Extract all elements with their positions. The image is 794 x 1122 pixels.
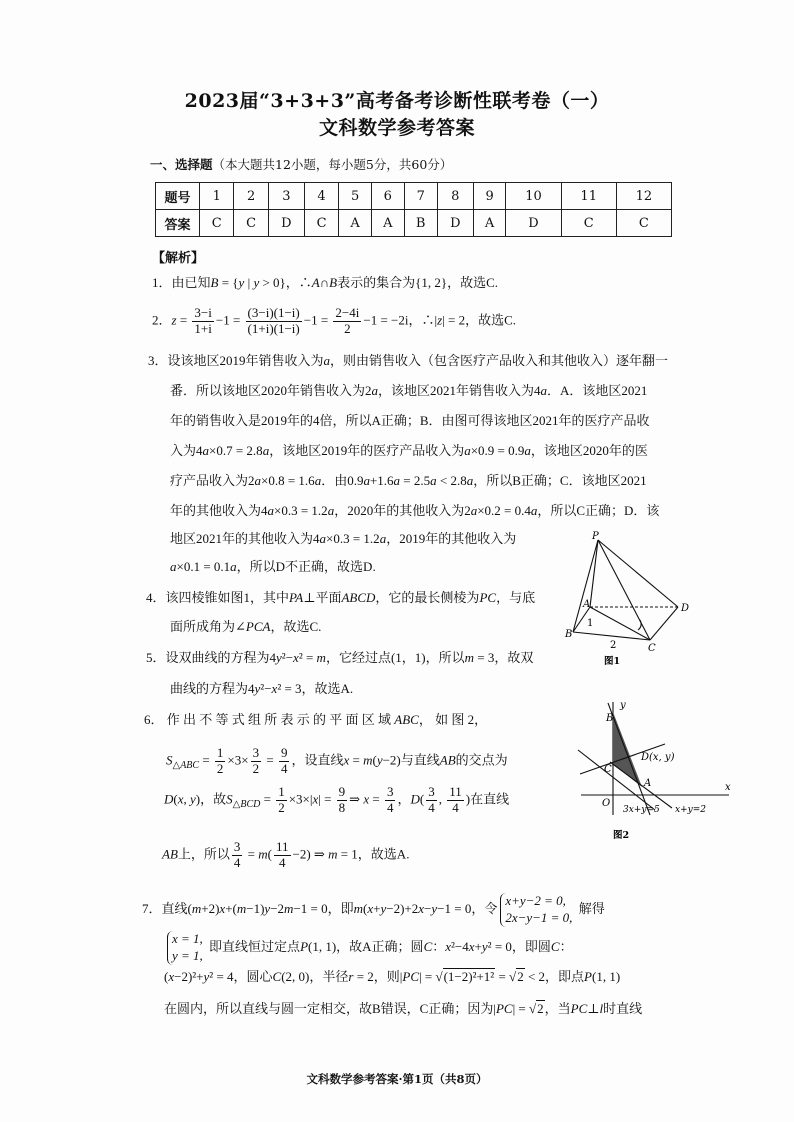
numerator: 3−i	[194, 305, 212, 320]
numerator: 3	[252, 745, 260, 760]
math-var: y	[276, 650, 282, 665]
label-line-3x-y-5: 3x+y=5	[623, 805, 660, 815]
label-B: B	[606, 713, 614, 724]
numerator: 9	[280, 745, 288, 760]
text: =	[369, 791, 383, 807]
math-var: m	[353, 900, 363, 916]
text: 4．该四棱锥如图1，其中	[146, 590, 290, 605]
label-B: B	[565, 629, 573, 640]
denominator: 2	[344, 320, 351, 336]
label-C: C	[604, 764, 612, 775]
math-var: D	[410, 791, 420, 807]
text: ．由0.9	[321, 473, 364, 488]
text: 年的其他收入为4	[170, 503, 268, 518]
text: =	[349, 752, 364, 768]
text: > 0}，∴	[259, 275, 312, 290]
text: 入为4	[170, 443, 203, 458]
text: ×0.3 = 1.2	[326, 531, 380, 546]
math-var: y	[431, 900, 438, 916]
math-var: ABCD	[341, 590, 376, 605]
subscript: △ABC	[172, 760, 200, 772]
math-var: m	[316, 650, 326, 665]
text: < 2，即点	[524, 969, 585, 984]
text: 疗产品收入为2	[170, 473, 255, 488]
math-var: y	[481, 938, 488, 954]
math-var: a	[363, 473, 370, 488]
text: 番．所以该地区2020年销售收入为2	[170, 383, 372, 398]
text: (	[419, 791, 425, 807]
square-root: √2	[529, 1001, 544, 1016]
question-number-cell: 1	[200, 183, 234, 210]
math-var: a	[530, 503, 538, 518]
question-number-cell: 8	[437, 183, 473, 210]
denominator: 4	[386, 799, 394, 815]
text: −1 = 0，令	[437, 900, 498, 916]
label-A: A	[583, 599, 591, 610]
question-number-cell: 9	[473, 183, 506, 210]
text: −1 = −2i，∴|	[363, 312, 438, 328]
label-D: D(x, y)	[641, 752, 675, 763]
denominator: 2	[252, 760, 260, 776]
text: | =	[318, 791, 335, 807]
text: (	[267, 846, 272, 862]
numerator: 3	[386, 784, 394, 799]
label-C: C	[648, 643, 656, 654]
text: ×0.8 = 1.6	[261, 473, 315, 488]
math-var: y	[203, 969, 210, 984]
subscript: △BCD	[232, 799, 261, 811]
math-var: a	[323, 353, 331, 368]
math-var: a	[262, 443, 270, 458]
math-var: S	[166, 752, 173, 768]
title-line-2: 文科数学参考答案	[318, 117, 475, 139]
label-edge-ab: 1	[587, 618, 594, 629]
math-var: a	[371, 383, 379, 398]
text: 地区2021年的其他收入为4	[170, 531, 320, 546]
math-var: m	[328, 846, 338, 862]
math-var: a	[267, 503, 275, 518]
math-var: m	[363, 752, 373, 768]
title-line-1: 2023届“3+3+3”高考备考诊断性联考卷（一）	[184, 90, 610, 112]
text: −2)+2	[386, 900, 419, 916]
analysis-heading: 【解析】	[152, 251, 205, 266]
text: +	[373, 900, 381, 916]
answer-cell: A	[473, 210, 506, 237]
math-var: D	[164, 791, 174, 807]
radicand: 2	[537, 1001, 544, 1016]
math-var: x	[367, 900, 374, 916]
math-var: y	[380, 900, 387, 916]
text: −2)与直线	[382, 752, 440, 768]
text: −	[424, 900, 432, 916]
denominator: 4	[280, 760, 288, 776]
text: ⊥	[587, 1001, 600, 1016]
math-var: x	[312, 791, 319, 807]
text: ⇒	[349, 791, 364, 807]
text: −2	[270, 900, 285, 916]
text: ² = 3，故选A.	[277, 681, 354, 696]
text: −1)	[246, 900, 265, 916]
math-var: C	[272, 969, 282, 984]
text: ，该地区2020年的医	[530, 443, 648, 458]
question-number-cell: 11	[561, 183, 616, 210]
text: (2, 0)，半径	[281, 969, 349, 984]
text: = 2.5	[400, 473, 431, 488]
text: ²−	[260, 681, 272, 696]
text: = 3，故双	[474, 650, 534, 665]
text: < 2.8	[436, 473, 467, 488]
math-var: PC	[479, 590, 497, 605]
text: | = 2，故选C.	[442, 312, 517, 328]
math-var: m	[236, 900, 247, 916]
math-var: AB	[439, 752, 456, 768]
math-var: x	[271, 681, 278, 696]
text: −1 =	[303, 312, 332, 328]
numerator: 3	[233, 839, 241, 854]
math-var: y	[254, 681, 261, 696]
math-var: a	[470, 503, 478, 518]
math-var: PC	[570, 1001, 588, 1016]
math-var: a	[540, 383, 548, 398]
answer-cell: D	[268, 210, 304, 237]
text: (	[164, 969, 169, 984]
text: ,	[183, 791, 191, 807]
numerator: 2−4i	[335, 305, 360, 320]
text: 3．设该地区2019年销售收入为	[148, 353, 324, 368]
math-var: x	[445, 938, 452, 954]
text: 1．由已知	[152, 275, 211, 290]
answer-cell: D	[506, 210, 561, 237]
math-var: y	[238, 275, 245, 290]
numerator: 1	[216, 745, 224, 760]
text: (1, 1)，故A正确；圆	[308, 938, 424, 954]
label-P: P	[592, 531, 599, 542]
math-var: x	[363, 791, 370, 807]
text: ，所以D不正确，故选D.	[236, 559, 376, 574]
denominator: 1+i	[194, 320, 212, 336]
text: 在圆内，所以直线与圆一定相交，故B错误，C正确；因为|	[164, 1001, 496, 1016]
equation: y = 1,	[172, 947, 203, 963]
section-label: 一、选择题	[150, 157, 213, 172]
square-root: √2	[509, 969, 524, 984]
math-var: AB	[162, 846, 178, 862]
answer-cell: C	[304, 210, 338, 237]
text: ∩	[319, 275, 330, 290]
question-number-cell: 6	[371, 183, 404, 210]
text: −2) ⇒	[292, 846, 329, 862]
text: ，它经过点(1，1)，所以	[325, 650, 465, 665]
text: =	[495, 969, 510, 984]
label-O: O	[602, 798, 611, 809]
text: 2．	[152, 312, 172, 328]
text: 曲线的方程为4	[170, 681, 255, 696]
text: ，设直线	[291, 752, 344, 768]
text: +1.6	[369, 473, 394, 488]
text: =	[244, 846, 259, 862]
text: 即直线恒过定点	[205, 938, 301, 954]
numerator: 11	[275, 839, 289, 854]
math-var: A	[311, 275, 320, 290]
math-var: PC	[402, 969, 419, 984]
text: 5．设双曲线的方程为4	[146, 650, 277, 665]
math-var: S	[226, 791, 233, 807]
figure-2	[578, 700, 731, 841]
label-line-x-y-2: x+y=2	[675, 805, 706, 815]
math-var: z	[171, 312, 177, 328]
math-var: x	[293, 650, 299, 665]
text: )在直线	[465, 791, 510, 807]
numerator: (3−i)(1−i)	[247, 305, 300, 320]
text: | =	[512, 1001, 530, 1016]
text: 年的销售收入是2019年的4倍，所以A正确；B．由图可得该地区2021年的医疗产品收	[170, 413, 650, 428]
math-var: a	[379, 531, 387, 546]
text: ² =	[298, 650, 317, 665]
text: (	[173, 791, 178, 807]
math-var: r	[348, 969, 354, 984]
math-var: a	[202, 443, 210, 458]
equation: x+y−2 = 0,	[505, 893, 566, 908]
question-number-cell: 4	[304, 183, 338, 210]
text: 的交点为	[455, 752, 508, 768]
math-var: ABC	[394, 712, 419, 727]
math-var: a	[524, 443, 531, 458]
row-header: 题号	[156, 183, 200, 210]
text: ×3×|	[288, 791, 313, 807]
text: = {	[218, 275, 239, 290]
equation: 2x−y−1 = 0,	[505, 909, 573, 925]
math-var: l	[599, 1001, 604, 1016]
math-var: PC	[495, 1001, 513, 1016]
text: +(	[225, 900, 237, 916]
text: ×0.3 = 1.2	[274, 503, 328, 518]
math-var: y	[264, 900, 271, 916]
math-var: y	[376, 752, 383, 768]
math-var: P	[584, 969, 592, 984]
text: ，2020年的其他收入为2	[334, 503, 471, 518]
denominator: 2	[216, 760, 224, 776]
text: ，故选C.	[270, 619, 322, 634]
numerator: 9	[338, 784, 346, 799]
text: ²−4	[451, 938, 469, 954]
math-var: x	[219, 900, 226, 916]
math-var: x	[177, 791, 184, 807]
text: 表示的集合为{1, 2}，故选C.	[337, 275, 498, 290]
question-number-cell: 12	[616, 183, 671, 210]
denominator: 4	[428, 799, 435, 815]
text: ，它的最长侧棱为	[375, 590, 480, 605]
text: ．A．该地区2021	[547, 383, 648, 398]
math-var: x	[168, 969, 175, 984]
math-var: x	[343, 752, 350, 768]
numerator: 3	[428, 784, 435, 799]
math-var: B	[329, 275, 338, 290]
denominator: 2	[278, 799, 285, 815]
text: −2)²+	[174, 969, 204, 984]
math-var: B	[210, 275, 219, 290]
answer-cell: C	[234, 210, 268, 237]
math-var: a	[464, 443, 471, 458]
math-var: a	[230, 559, 237, 574]
math-var: y	[190, 791, 196, 807]
text: =	[199, 752, 213, 768]
answer-cell: B	[404, 210, 437, 237]
text: 解得	[575, 900, 605, 916]
math-var: a	[319, 531, 327, 546]
text: 6． 作 出 不 等 式 组 所 表 示 的 平 面 区 域	[144, 712, 395, 727]
text: ，所以B正确；C．该地区2021	[473, 473, 647, 488]
denominator: 4	[233, 854, 241, 870]
text: ，当	[544, 1001, 571, 1016]
math-var: a	[327, 503, 335, 518]
text: ,	[438, 791, 446, 807]
text: ⊥平面	[303, 590, 342, 605]
label-edge-bc: 2	[610, 640, 617, 651]
text: ² = 4，圆心	[209, 969, 273, 984]
text: 上，所以	[177, 846, 230, 862]
numerator: 11	[449, 784, 462, 799]
math-var: z	[437, 312, 443, 328]
text: ，	[397, 791, 411, 807]
text: ， 如 图 2，	[418, 712, 488, 727]
math-var: C	[423, 938, 433, 954]
text: +	[474, 938, 482, 954]
text: =	[176, 312, 191, 328]
math-var: a	[170, 559, 177, 574]
figure-2-caption: 图2	[613, 830, 630, 841]
text: ×0.1 = 0.1	[176, 559, 231, 574]
question-number-cell: 5	[339, 183, 372, 210]
text: |	[244, 275, 254, 290]
math-var: m	[258, 846, 268, 862]
math-var: a	[430, 473, 437, 488]
question-number-cell: 7	[404, 183, 437, 210]
text: ×0.2 = 0.4	[477, 503, 531, 518]
text: +2)	[201, 900, 220, 916]
page-footer: 文科数学参考答案·第1页（共8页）	[306, 1072, 488, 1086]
label-x: x	[725, 782, 731, 793]
text: ，与底	[496, 590, 536, 605]
text: (	[363, 900, 368, 916]
text: 面所成角为∠	[170, 619, 246, 634]
math-var: PCA	[245, 619, 271, 634]
text: ，该地区2019年的医疗产品收入为	[269, 443, 465, 458]
question-number-cell: 2	[234, 183, 268, 210]
text: ×0.7 = 2.8	[209, 443, 263, 458]
square-root: √(1−2)²+1²	[435, 969, 495, 984]
text: (1, 1)	[591, 969, 621, 984]
math-var: x	[468, 938, 475, 954]
text: =	[263, 752, 277, 768]
label-y: y	[620, 700, 626, 711]
math-var: PA	[289, 590, 304, 605]
math-var: a	[393, 473, 401, 488]
text: 时直线	[603, 1001, 643, 1016]
radicand: (1−2)²+1²	[443, 969, 495, 984]
denominator: 4	[452, 799, 459, 815]
denominator: (1+i)(1−i)	[247, 320, 300, 336]
answer-cell: A	[371, 210, 404, 237]
text: ×0.9 = 0.9	[470, 443, 525, 458]
question-number-cell: 10	[506, 183, 561, 210]
denominator: 4	[279, 854, 286, 870]
figure-1-caption: 图1	[604, 656, 621, 667]
text: ² = 0，即圆	[487, 938, 551, 954]
text: | =	[419, 969, 436, 984]
radicand: 2	[517, 969, 524, 984]
text: ：	[432, 938, 446, 954]
math-var: y	[253, 275, 260, 290]
text: −1 =	[215, 312, 244, 328]
denominator: 8	[338, 799, 346, 815]
text: ，所以C正确；D．该	[537, 503, 660, 518]
answer-cell: C	[200, 210, 234, 237]
answer-cell: C	[616, 210, 671, 237]
text: ，该地区2021年销售收入为4	[378, 383, 541, 398]
text: 7．直线(	[142, 900, 192, 916]
answer-cell: A	[339, 210, 372, 237]
math-var: P	[300, 938, 309, 954]
math-var: m	[284, 900, 294, 916]
text: ：	[559, 938, 573, 954]
math-var: C	[550, 938, 560, 954]
math-var: a	[314, 473, 322, 488]
text: = 2，则|	[353, 969, 403, 984]
answer-cell: D	[437, 210, 473, 237]
row-header: 答案	[156, 210, 200, 237]
question-number-cell: 3	[268, 183, 304, 210]
math-var: a	[466, 473, 474, 488]
math-var: m	[191, 900, 202, 916]
text: ²−	[281, 650, 294, 665]
equation: x = 1,	[172, 931, 203, 946]
answer-cell: C	[561, 210, 616, 237]
label-D: D	[681, 603, 690, 614]
text: (	[372, 752, 377, 768]
text: −1 = 0，即	[293, 900, 354, 916]
numerator: 1	[278, 784, 285, 799]
text: = 1，故选A.	[337, 846, 410, 862]
text: ×3×	[227, 752, 249, 768]
text: ，2019年的其他收入为	[386, 531, 517, 546]
text: =	[260, 791, 275, 807]
label-A: A	[644, 778, 652, 789]
text: )，故	[195, 791, 227, 807]
math-var: a	[254, 473, 262, 488]
section-detail: （本大题共12小题，每小题5分，共60分）	[212, 157, 453, 172]
math-var: m	[464, 650, 474, 665]
text: ，则由销售收入（包含医疗产品收入和其他收入）逐年翻一	[330, 353, 669, 368]
math-var: x	[418, 900, 425, 916]
